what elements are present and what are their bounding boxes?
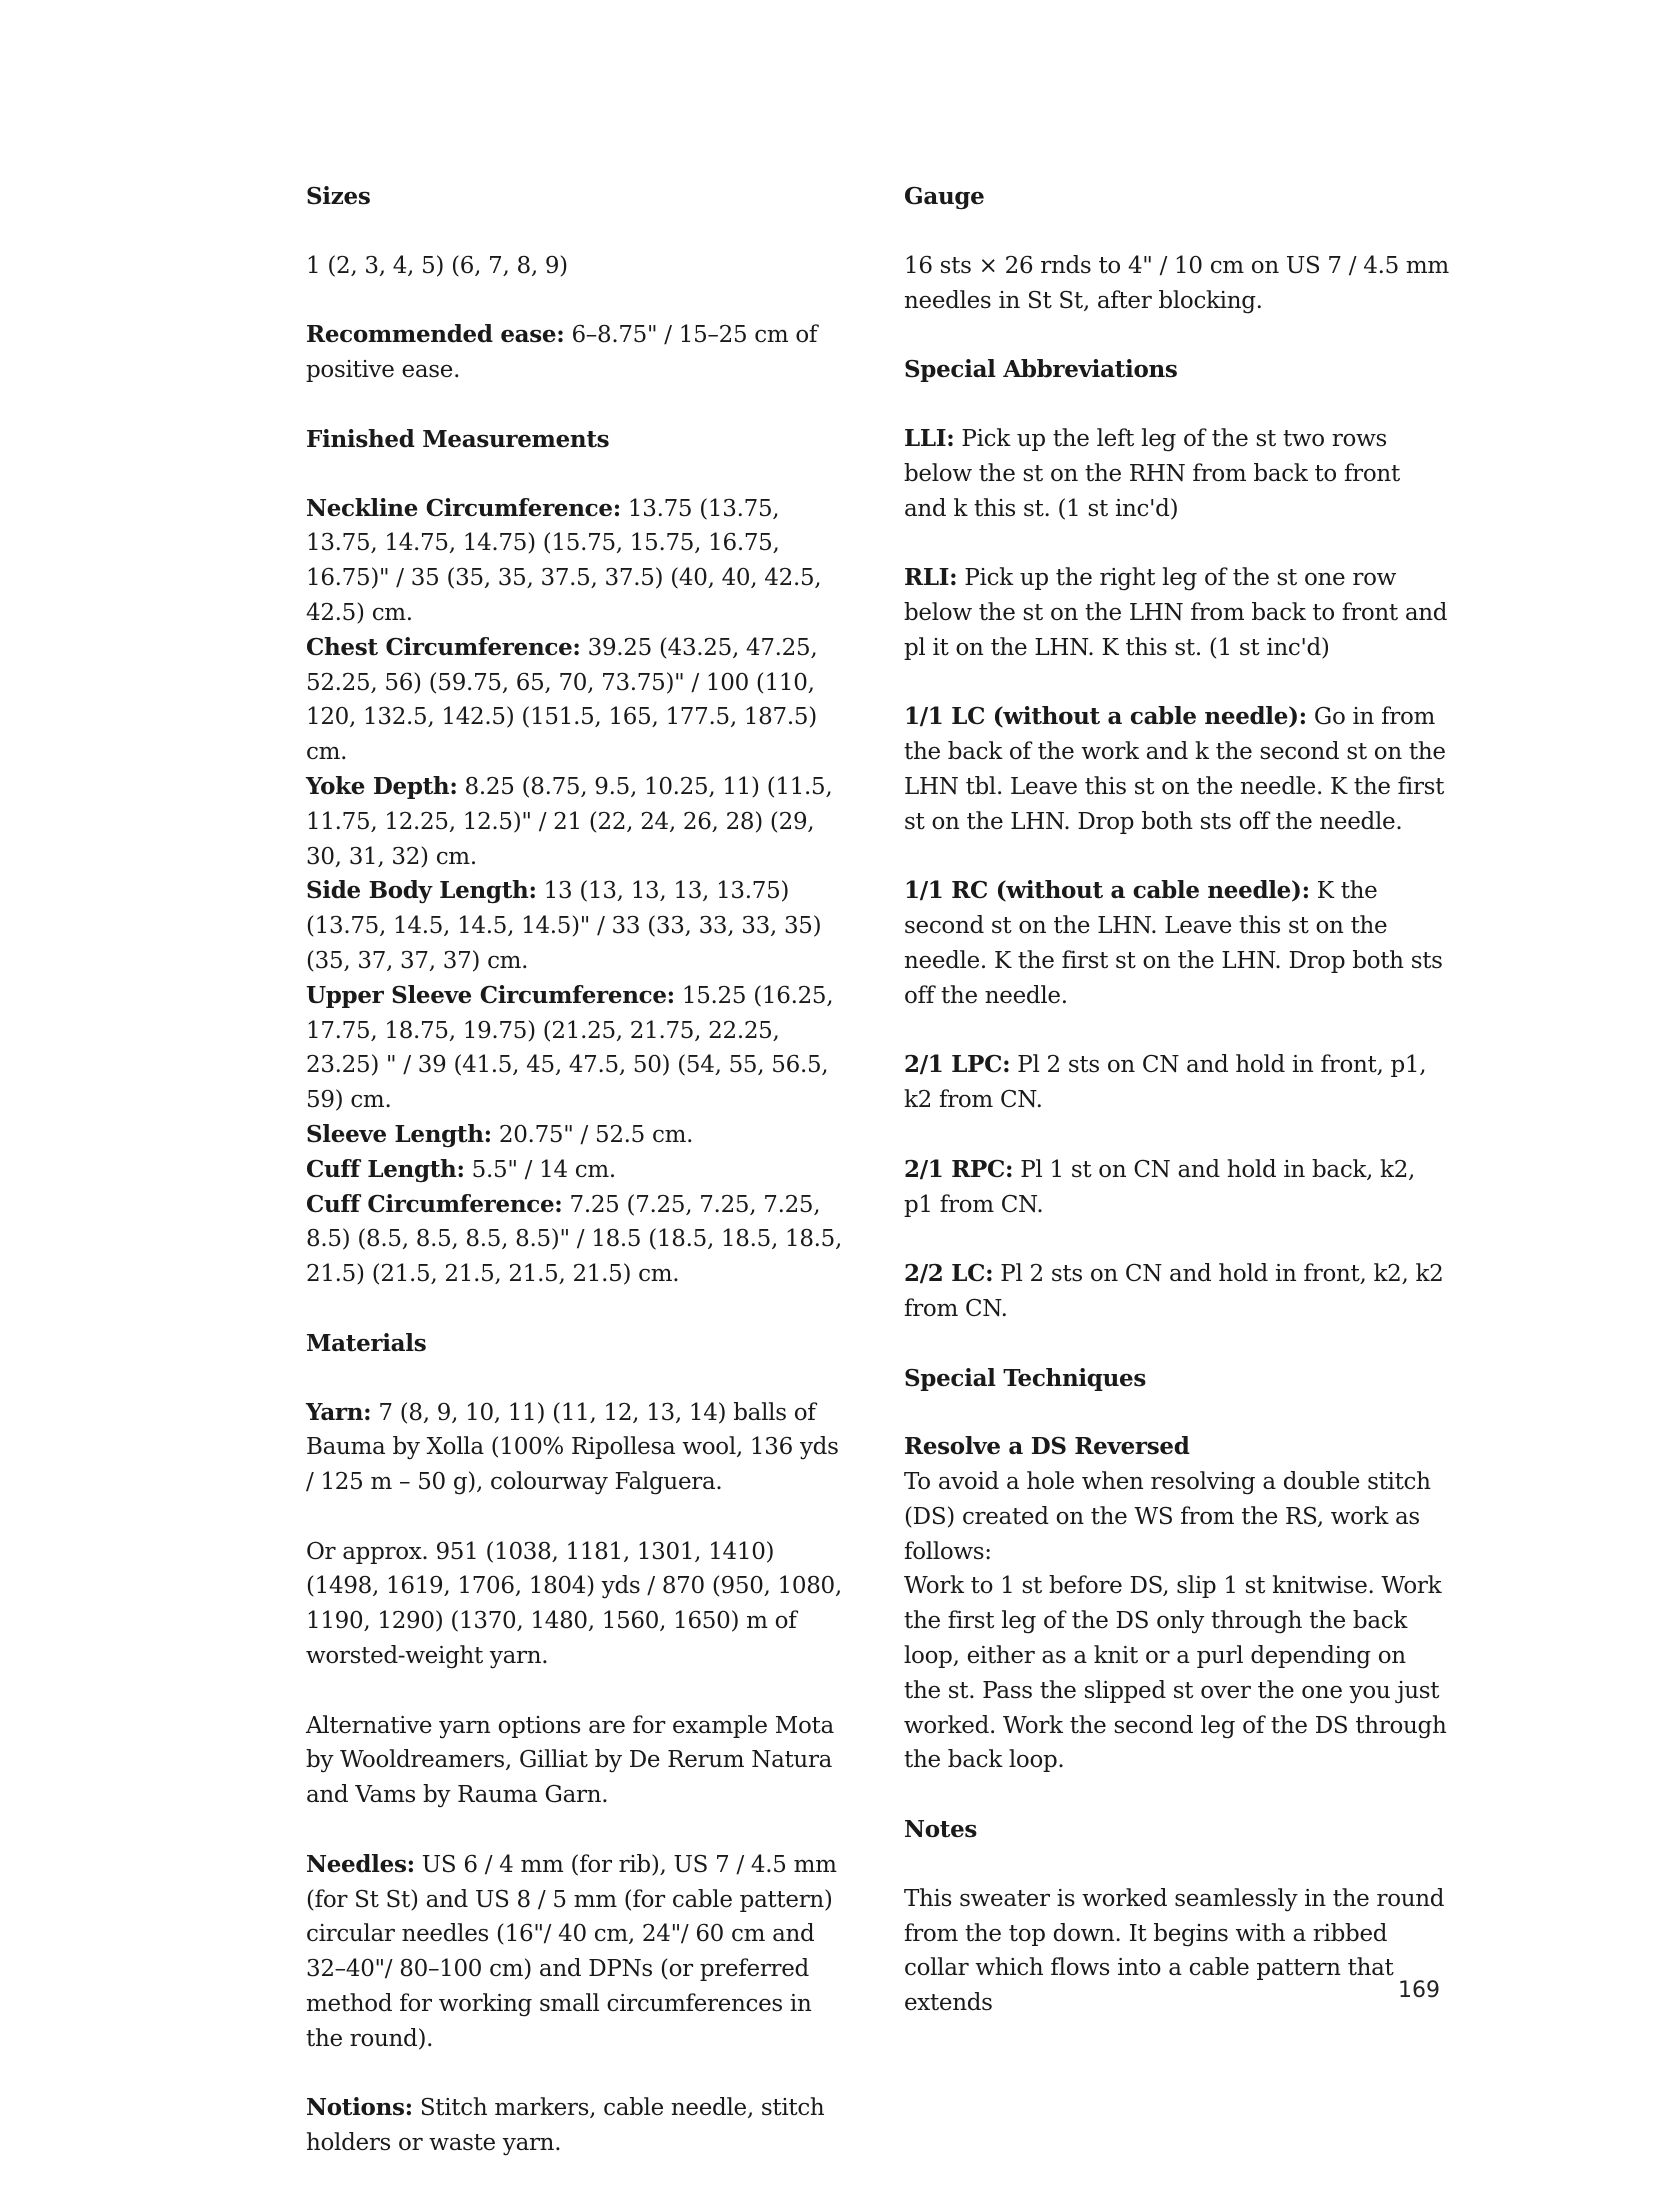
abbreviation-text: Pl 2 sts on CN and hold in front, p1, k2 from CN. <box>904 1052 1427 1114</box>
measurement-text: 13.75 (13.75, 13.75, 14.75, 14.75) (15.75, 15.75, 16.75, 16.75)" / 35 (35, 35, 37.5, 37.5) (40, 40, 42.5, 42.5) cm. <box>306 495 822 626</box>
notes-heading: Notes <box>904 1816 978 1844</box>
abbreviation-item <box>904 561 1449 665</box>
measurement-item <box>306 770 851 874</box>
measurement-label: Yoke Depth: <box>306 772 458 800</box>
special-abbreviations-section <box>904 353 1449 1327</box>
page-number: 169 <box>1398 1978 1440 2003</box>
abbreviation-label: 2/2 LC: <box>904 1260 994 1288</box>
measurement-label: Sleeve Length: <box>306 1120 492 1148</box>
abbreviation-label: 2/1 RPC: <box>904 1155 1014 1183</box>
measurement-label: Neckline Circumference: <box>306 494 621 522</box>
technique-intro: To avoid a hole when resolving a double stitch (DS) created on the WS from the RS, work as follows: <box>904 1469 1431 1565</box>
special-techniques-heading: Special Techniques <box>904 1364 1146 1392</box>
right-column <box>904 180 1449 2056</box>
abbreviation-item <box>904 1153 1449 1223</box>
measurement-item <box>306 1188 851 1292</box>
abbreviation-label: 1/1 RC (without a cable needle): <box>904 877 1310 905</box>
abbreviation-item <box>904 874 1449 1013</box>
abbreviation-item <box>904 422 1449 526</box>
technique-subheading: Resolve a DS Reversed <box>904 1433 1190 1461</box>
abbreviation-label: 2/1 LPC: <box>904 1051 1011 1079</box>
recommended-ease-text: 6–8.75" / 15–25 cm of positive ease. <box>306 322 818 384</box>
measurement-label: Chest Circumference: <box>306 633 581 661</box>
needles-label: Needles: <box>306 1850 415 1878</box>
measurement-label: Upper Sleeve Circumference: <box>306 981 675 1009</box>
measurement-item <box>306 1153 851 1188</box>
measurement-text: 20.75" / 52.5 cm. <box>491 1121 694 1148</box>
measurement-item <box>306 979 851 1118</box>
abbreviation-text: Go in from the back of the work and k the second st on the LHN tbl. Leave this st on the needle. K the first st on the LHN. Drop both sts off the needle. <box>904 704 1446 835</box>
yarn-label: Yarn: <box>306 1398 372 1426</box>
measurement-item <box>306 492 851 631</box>
notes-text: This sweater is worked seamlessly in the round from the top down. It begins with a ribbed collar which flows into a cable pattern that extends <box>904 1885 1445 2017</box>
abbreviation-item <box>904 1048 1449 1118</box>
notions-paragraph <box>306 2091 851 2161</box>
technique-steps: Work to 1 st before DS, slip 1 st knitwise. Work the first leg of the DS only through the back loop, either as a knit or a purl depending on the st. Pass the slipped st over the one you just worked. Work the second leg of the DS through the back loop. <box>904 1573 1447 1774</box>
recommended-ease <box>306 318 851 388</box>
abbreviation-text: Pick up the right leg of the st one row below the st on the LHN from back to front and pl it on the LHN. K this st. (1 st inc'd) <box>904 565 1448 661</box>
abbreviation-text: K the second st on the LHN. Leave this st on the needle. K the first st on the LHN. Drop both sts off the needle. <box>904 878 1443 1009</box>
special-abbreviations-heading: Special Abbreviations <box>904 356 1178 384</box>
measurement-list <box>306 492 851 1292</box>
abbreviation-item <box>904 1257 1449 1327</box>
finished-measurements-heading: Finished Measurements <box>306 425 610 453</box>
abbreviation-label: RLI: <box>904 564 958 592</box>
measurement-item <box>306 874 851 978</box>
measurement-item <box>306 1118 851 1153</box>
alternative-yarn-paragraph: Alternative yarn options are for example Mota by Wooldreamers, Gilliat by De Rerum Natura and Vams by Rauma Garn. <box>306 1712 834 1809</box>
abbreviation-text: Pick up the left leg of the st two rows below the st on the RHN from back to front and k this st. (1 st inc'd) <box>904 425 1400 522</box>
measurement-text: 7.25 (7.25, 7.25, 7.25, 8.5) (8.5, 8.5, 8.5, 8.5)" / 18.5 (18.5, 18.5, 18.5, 21.5) (21.5, 21.5, 21.5, 21.5) cm. <box>306 1191 843 1288</box>
measurement-label: Cuff Circumference: <box>306 1190 563 1218</box>
sizes-section <box>306 180 851 388</box>
notions-text: Stitch markers, cable needle, stitch holders or waste yarn. <box>306 2095 825 2157</box>
abbreviation-label: LLI: <box>904 424 955 452</box>
measurement-item <box>306 631 851 770</box>
gauge-heading: Gauge <box>904 183 985 210</box>
yarn-text: 7 (8, 9, 10, 11) (11, 12, 13, 14) balls of Bauma by Xolla (100% Ripollesa wool, 136 yds / 125 m – 50 g), colourway Falguera. <box>306 1399 839 1496</box>
yarn-paragraph <box>306 1396 851 1500</box>
needles-paragraph <box>306 1848 851 2057</box>
notions-label: Notions: <box>306 2094 413 2122</box>
materials-heading: Materials <box>306 1329 427 1357</box>
abbreviation-label: 1/1 LC (without a cable needle): <box>904 703 1307 731</box>
special-techniques-section <box>904 1362 1449 1779</box>
measurement-text: 8.25 (8.75, 9.5, 10.25, 11) (11.5, 11.75, 12.25, 12.5)" / 21 (22, 24, 26, 28) (29, 30, 31, 32) cm. <box>306 773 833 870</box>
measurement-text: 39.25 (43.25, 47.25, 52.25, 56) (59.75, 65, 70, 73.75)" / 100 (110, 120, 132.5, 142.5) (151.5, 165, 177.5, 187.5) cm. <box>306 634 818 766</box>
recommended-ease-label: Recommended ease: <box>306 321 565 349</box>
abbreviation-text: Pl 2 sts on CN and hold in front, k2, k2 from CN. <box>904 1261 1444 1322</box>
gauge-text: 16 sts × 26 rnds to 4" / 10 cm on US 7 / 4.5 mm needles in St St, after blocking. <box>904 252 1449 314</box>
measurement-label: Side Body Length: <box>306 877 537 905</box>
measurement-text: 13 (13, 13, 13, 13.75) (13.75, 14.5, 14.5, 14.5)" / 33 (33, 33, 33, 35) (35, 37, 37, 37) cm. <box>306 878 822 974</box>
sizes-values: 1 (2, 3, 4, 5) (6, 7, 8, 9) <box>306 252 568 279</box>
left-column <box>306 180 851 2196</box>
measurement-text: 15.25 (16.25, 17.75, 18.75, 19.75) (21.25, 21.75, 22.25, 23.25) " / 39 (41.5, 45, 47.5, 50) (54, 55, 56.5, 59) cm. <box>306 982 834 1114</box>
measurement-text: 5.5" / 14 cm. <box>464 1156 616 1183</box>
notes-section <box>904 1813 1449 2021</box>
materials-section <box>306 1327 851 2161</box>
sizes-heading: Sizes <box>306 183 371 210</box>
finished-measurements-section <box>306 423 851 1292</box>
yarn-approx-paragraph: Or approx. 951 (1038, 1181, 1301, 1410) (1498, 1619, 1706, 1804) yds / 870 (950, 1080, 1190, 1290) (1370, 1480, 1560, 1650) m of worsted-weight yarn. <box>306 1538 842 1670</box>
abbreviation-text: Pl 1 st on CN and hold in back, k2, p1 from CN. <box>904 1156 1416 1218</box>
gauge-section <box>904 180 1449 318</box>
abbreviation-item <box>904 700 1449 839</box>
measurement-label: Cuff Length: <box>306 1155 465 1183</box>
needles-text: US 6 / 4 mm (for rib), US 7 / 4.5 mm (for St St) and US 8 / 5 mm (for cable pattern) circular needles (16"/ 40 cm, 24"/ 60 cm and 32–40"/ 80–100 cm) and DPNs (or preferred method for working small circumferences in the round). <box>306 1851 837 2052</box>
